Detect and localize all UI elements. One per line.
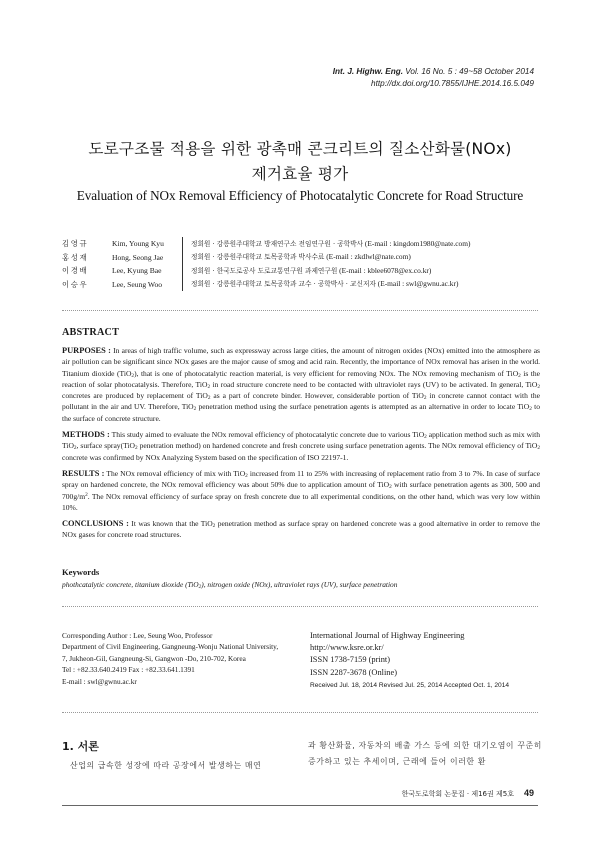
author-email: (E-mail : swl@gwnu.ac.kr) [375,279,459,289]
methods-label: METHODS : [62,430,110,440]
corr-line: Corresponding Author : Lee, Seung Woo, Professor [62,631,213,640]
body-text-right: 과 황산화물, 자동차의 배출 가스 등에 의한 대기오염이 꾸준히 증가하고 있는 추세이며, 근래에 들어 이러한 환 [308,741,542,766]
author-name-ko: 홍성재 [62,252,89,262]
author-divider [182,264,183,278]
divider-line [62,712,538,713]
author-name-en: Kim, Young Kyu [112,239,164,248]
author-affiliation: 정회원 · 강릉원주대학교 방재연구소 전임연구원 · 공학박사 (E-mail : kingdom1980@nate.com) [191,238,471,248]
author-affiliation: 정회원 · 강릉원주대학교 토목공학과 박사수료 (E-mail : zkdlwl@nate.com) [191,252,411,262]
author-affiliation: 정회원 · 강릉원주대학교 토목공학과 교수 · 공학박사 · 교신저자 (E-mail : swl@gwnu.ac.kr) [191,279,459,289]
title-english: Evaluation of NOx Removal Efficiency of Photocatalytic Concrete for Road Structure [76,188,524,203]
results-label: RESULTS : [62,468,105,478]
author-divider [182,251,183,265]
title-korean [0,137,600,187]
keywords-heading: Keywords [62,567,100,577]
received-dates: Received Jul. 18, 2014 Revised Jul. 25, 2014 Accepted Oct. 1, 2014 [310,681,510,689]
footer-rule [62,805,538,806]
corr-line: Department of Civil Engineering, Gangneung-Wonju National University, [62,642,279,652]
abstract-body [62,345,540,546]
journal-header [333,66,534,89]
author-name-ko: 김영규 [62,239,89,248]
journal-url[interactable]: http://www.ksre.or.kr/ [310,643,384,653]
author-email: (E-mail : zkdlwl@nate.com) [324,252,411,262]
section-heading: 1. 서론 [62,740,99,753]
author-name-en: Lee, Seung Woo [112,279,163,289]
journal-info [310,630,550,692]
journal-volume: Vol. 16 No. 5 : 49~58 October 2014 [402,67,534,76]
title-korean-line1: 도로구조물 적용을 위한 광촉매 콘크리트의 질소산화물(NOx) [88,140,512,158]
issn-online: ISSN 2287-3678 (Online) [310,667,398,677]
author-email: (E-mail : kblee6078@ex.co.kr) [337,265,432,275]
page-number: 49 [523,788,534,798]
author-list [62,237,542,291]
conclusions-label: CONCLUSIONS : [62,519,129,529]
author-affiliation: 정회원 · 한국도로공사 도로교통연구원 과제연구원 (E-mail : kblee6078@ex.co.kr) [191,265,432,275]
abstract-heading: ABSTRACT [62,327,120,338]
abstract-methods: METHODS : This study aimed to evaluate the NOx removal efficiency of photocatalytic concrete due to various TiO$_2$ application method such as mix with TiO$_2$, surface spray(TiO$_2$ penetration method) on hardened concrete and fresh concrete using surface penetration agents. The NOx removal efficiency of TiO$_2$ concrete was confirmed by NOx Analyzing System based on the specification of ISO 22197-1. [62,430,540,462]
author-row [62,237,542,251]
keywords-text: phothcatalytic concrete, titanium dioxide (TiO$_2$), nitrogen oxide (NOx), ultraviolet rays (UV), surface penetration [62,580,398,590]
abstract-results: RESULTS : The NOx removal efficiency of mix with TiO$_2$ increased from 11 to 25% with increasing of replacement ratio from 3 to 7%. In case of surface spray on hardened concrete, the NOx removal efficiency was about 50% due to application amount of TiO$_2$ with surface penetration agents as 300, 500 and $700g/m^2$. The NOx removal efficiency of surface spray on fresh concrete due to all experimental conditions, on the other hand, which was very low within 10%. [62,468,541,512]
abstract-conclusions: CONCLUSIONS : It was known that the TiO$_2$ penetration method as surface spray on hardened concrete was a good alternative in order to remove the NOx gases for concrete road structures. [62,519,540,540]
author-divider [182,278,183,292]
page-footer [402,788,534,799]
title-korean-line2: 제거효율 평가 [251,165,349,183]
purposes-label: PURPOSES : [62,346,111,355]
abstract-purposes: PURPOSES : In areas of high traffic volume, such as expressway across large cities, the amount of nitrogen oxides (NOx) emitted into the atmosphere as air pollution can be significant since NOx gases are the major cause of smog and acid rain. Recently, the importance of NOx removal has arisen in the world. Titanium dioxide (TiO$_2$), that is one of photocatalytic reaction material, is very efficient for removing NOx. The NOx removing mechanism of TiO$_2$ is the reaction of solar photocatalysis. Therefore, TiO$_2$ in road structure concrete need to be contacted with ultraviolet rays (UV) to be activated. In general, TiO$_2$ concretes are produced by replacement of TiO$_2$ as a part of concrete binder. However, considerable portion of TiO$_2$ in concrete cannot contact with the pollutant in the air and UV. Therefore, TiO$_2$ penetration method using the surface penetration agents is attempted as an alternative in order to locate TiO$_2$ to the surface of concrete structure. [62,346,541,423]
journal-abbrev: Int. J. Highw. Eng. [332,67,403,76]
journal-name: International Journal of Highway Engineering [310,631,465,640]
author-row [62,251,542,265]
footer-journal-label: 한국도로학회 논문집 · 제16권 제5호 [401,790,514,798]
divider-line [62,310,538,311]
divider-line [62,606,538,607]
author-name-en: Hong, Seong Jae [112,252,164,262]
body-text-left: 산업의 급속한 성장에 따라 공장에서 발생하는 매연 [70,761,262,770]
author-divider [182,237,183,251]
corr-email[interactable]: E-mail : swl@gwnu.ac.kr [62,676,137,686]
author-email: (E-mail : kingdom1980@nate.com) [363,238,471,248]
journal-doi[interactable]: http://dx.doi.org/10.7855/IJHE.2014.16.5.049 [371,78,534,88]
corresponding-author [62,630,302,687]
corr-line: 7, Jukheon-Gil, Gangneung-Si, Gangwon -Do, 210-702, Korea [62,653,246,663]
issn-print: ISSN 1738-7159 (print) [310,655,391,665]
author-row [62,264,542,278]
corr-line: Tel : +82.33.640.2419 Fax : +82.33.641.1391 [62,665,195,675]
author-name-ko: 이승우 [62,279,89,289]
author-name-ko: 이경배 [62,266,89,276]
author-row [62,278,542,292]
author-name-en: Lee, Kyung Bae [112,266,162,276]
